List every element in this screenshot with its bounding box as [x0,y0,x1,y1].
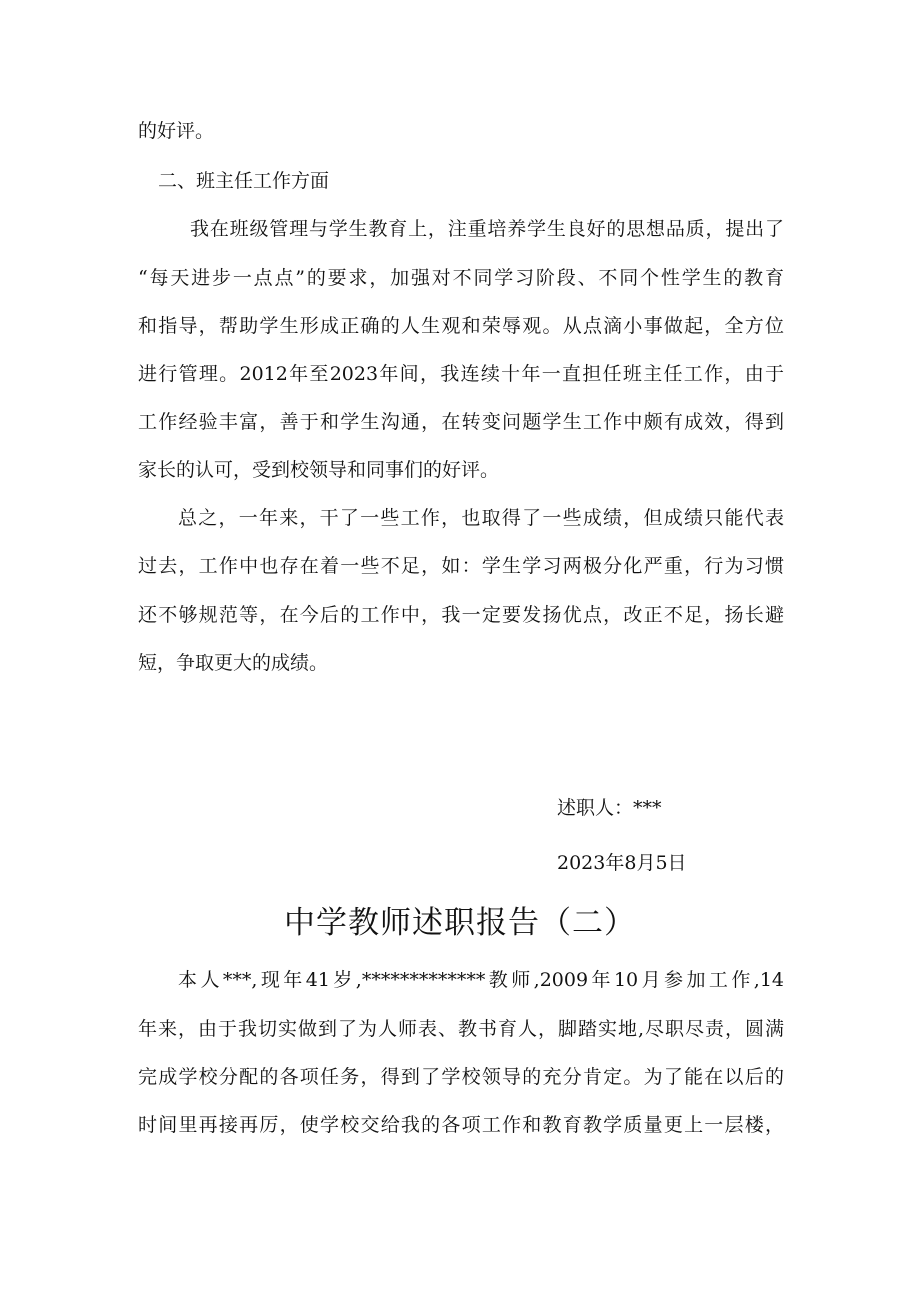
paragraph-line: 的好评。 [138,120,215,142]
paragraph-line: “每天进步一点点”的要求，加强对不同学习阶段、不同个性学生的教育 [138,267,784,289]
signature-name: 述职人：*** [557,797,662,819]
paragraph-line: 工作经验丰富，善于和学生沟通，在转变问题学生工作中颇有成效，得到 [138,411,784,433]
signature-date: 2023年8月5日 [557,852,687,874]
paragraph-line: 进行管理。2012年至2023年间，我连续十年一直担任班主任工作，由于 [138,363,784,385]
paragraph-line: 和指导，帮助学生形成正确的人生观和荣辱观。从点滴小事做起，全方位 [138,315,784,337]
paragraph-line: 我在班级管理与学生教育上，注重培养学生良好的思想品质，提出了 [190,218,784,240]
paragraph-line: 家长的认可，受到校领导和同事们的好评。 [138,459,500,481]
paragraph-line: 还不够规范等，在今后的工作中，我一定要发扬优点，改正不足，扬长避 [138,604,784,626]
paragraph-line: 短，争取更大的成绩。 [138,652,329,674]
paragraph-line: 总之，一年来，干了一些工作，也取得了一些成绩，但成绩只能代表 [178,507,784,529]
section-heading: 二、班主任工作方面 [158,170,330,192]
paragraph-line: 时间里再接再厉，使学校交给我的各项工作和教育教学质量更上一层楼， [138,1114,784,1136]
paragraph-line: 本人***,现年41岁,*************教师,2009年10月参加工作,14 [178,969,784,991]
paragraph-line: 过去，工作中也存在着一些不足，如：学生学习两极分化严重，行为习惯 [138,555,784,577]
paragraph-line: 完成学校分配的各项任务，得到了学校领导的充分肯定。为了能在以后的 [138,1066,784,1088]
report-title: 中学教师述职报告（二） [284,905,636,941]
paragraph-line: 年来，由于我切实做到了为人师表、教书育人，脚踏实地,尽职尽责，圆满 [138,1018,784,1040]
